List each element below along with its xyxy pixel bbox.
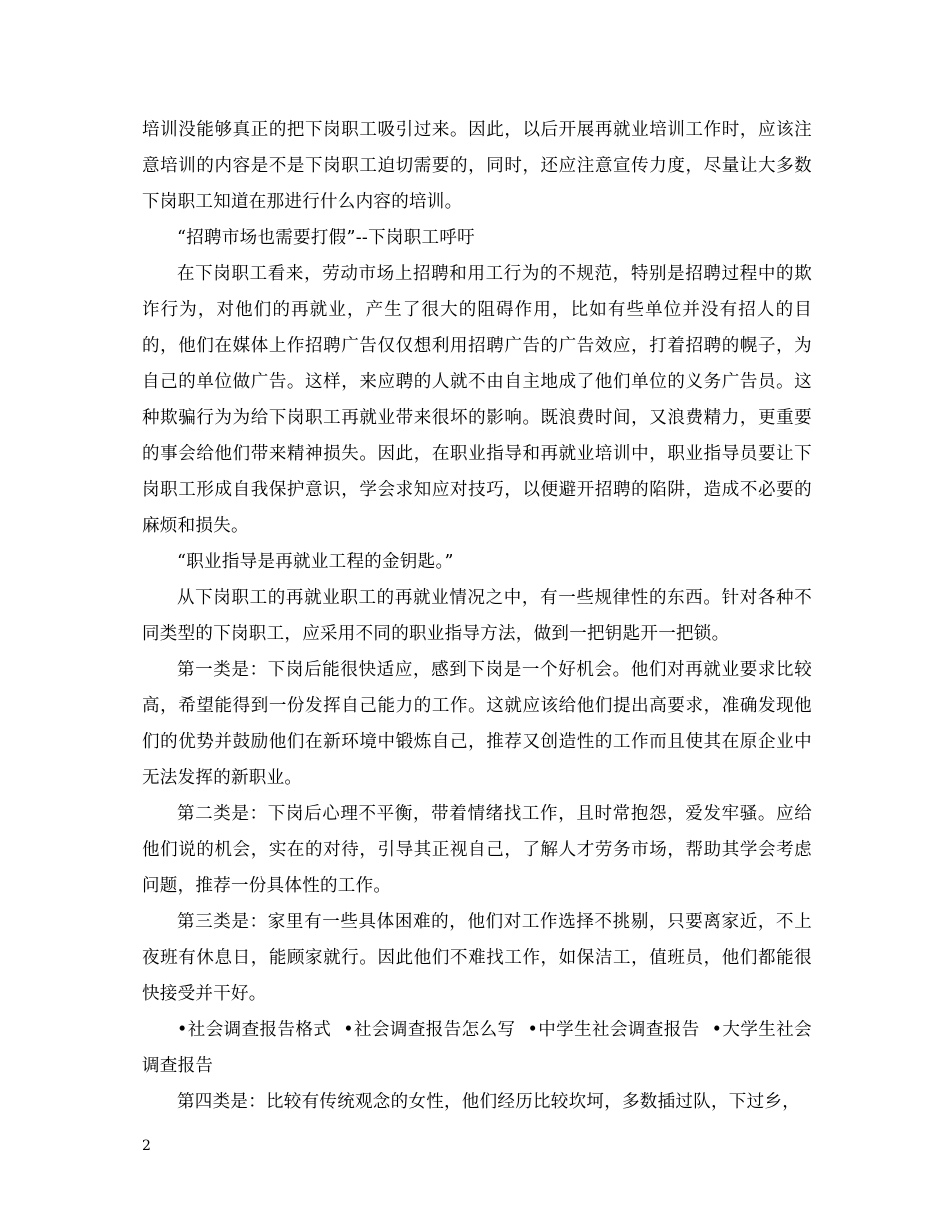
related-link-report-format[interactable]: •社会调查报告格式 bbox=[177, 1020, 332, 1040]
paragraph-category-four: 第四类是：比较有传统观念的女性，他们经历比较坎坷，多数插过队，下过乡， bbox=[177, 1092, 800, 1112]
related-link-college-report[interactable]: •大学生社会调查报告 bbox=[142, 1020, 812, 1076]
related-links bbox=[142, 1012, 812, 1084]
document-body bbox=[142, 112, 812, 1120]
related-link-middle-school-report[interactable]: •中学生社会调查报告 bbox=[527, 1020, 700, 1040]
section-heading-recruitment-fraud: “招聘市场也需要打假”--下岗职工呼吁 bbox=[177, 228, 475, 248]
paragraph-category-two: 第二类是：下岗后心理不平衡，带着情绪找工作，且时常抱怨，爱发牢骚。应给他们说的机会，实在的对待，引导其正视自己，了解人才劳务市场，帮助其学会考虑问题，推荐一份具体性的工作。 bbox=[142, 804, 812, 896]
paragraph-rules-overview: 从下岗职工的再就业职工的再就业情况之中，有一些规律性的东西。针对各种不同类型的下岗职工，应采用不同的职业指导方法，做到一把钥匙开一把锁。 bbox=[142, 588, 812, 644]
related-link-how-to-write[interactable]: •社会调查报告怎么写 bbox=[343, 1020, 516, 1040]
section-heading-golden-key: “职业指导是再就业工程的金钥匙。” bbox=[177, 552, 454, 572]
paragraph-category-three: 第三类是：家里有一些具体困难的，他们对工作选择不挑剔，只要离家近，不上夜班有休息日，能顾家就行。因此他们不难找工作，如保洁工，值班员，他们都能很快接受并干好。 bbox=[142, 912, 812, 1004]
paragraph-recruitment-fraud: 在下岗职工看来，劳动市场上招聘和用工行为的不规范，特别是招聘过程中的欺诈行为，对他们的再就业，产生了很大的阻碍作用，比如有些单位并没有招人的目的，他们在媒体上作招聘广告仅仅想利用招聘广告的广告效应，打着招聘的幌子，为自己的单位做广告。这样，来应聘的人就不由自主地成了他们单位的义务广告员。这种欺骗行为为给下岗职工再就业带来很坏的影响。既浪费时间，又浪费精力，更重要的事会给他们带来精神损失。因此，在职业指导和再就业培训中，职业指导员要让下岗职工形成自我保护意识，学会求知应对技巧，以便避开招聘的陷阱，造成不必要的麻烦和损失。 bbox=[142, 264, 812, 536]
paragraph-training-continuation: 培训没能够真正的把下岗职工吸引过来。因此，以后开展再就业培训工作时，应该注意培训的内容是不是下岗职工迫切需要的，同时，还应注意宣传力度，尽量让大多数下岗职工知道在那进行什么内容的培训。 bbox=[142, 120, 812, 212]
paragraph-category-one: 第一类是：下岗后能很快适应，感到下岗是一个好机会。他们对再就业要求比较高，希望能得到一份发挥自己能力的工作。这就应该给他们提出高要求，准确发现他们的优势并鼓励他们在新环境中锻炼自己，推荐又创造性的工作而且使其在原企业中无法发挥的新职业。 bbox=[142, 660, 812, 788]
page-number: 2 bbox=[142, 1138, 151, 1154]
